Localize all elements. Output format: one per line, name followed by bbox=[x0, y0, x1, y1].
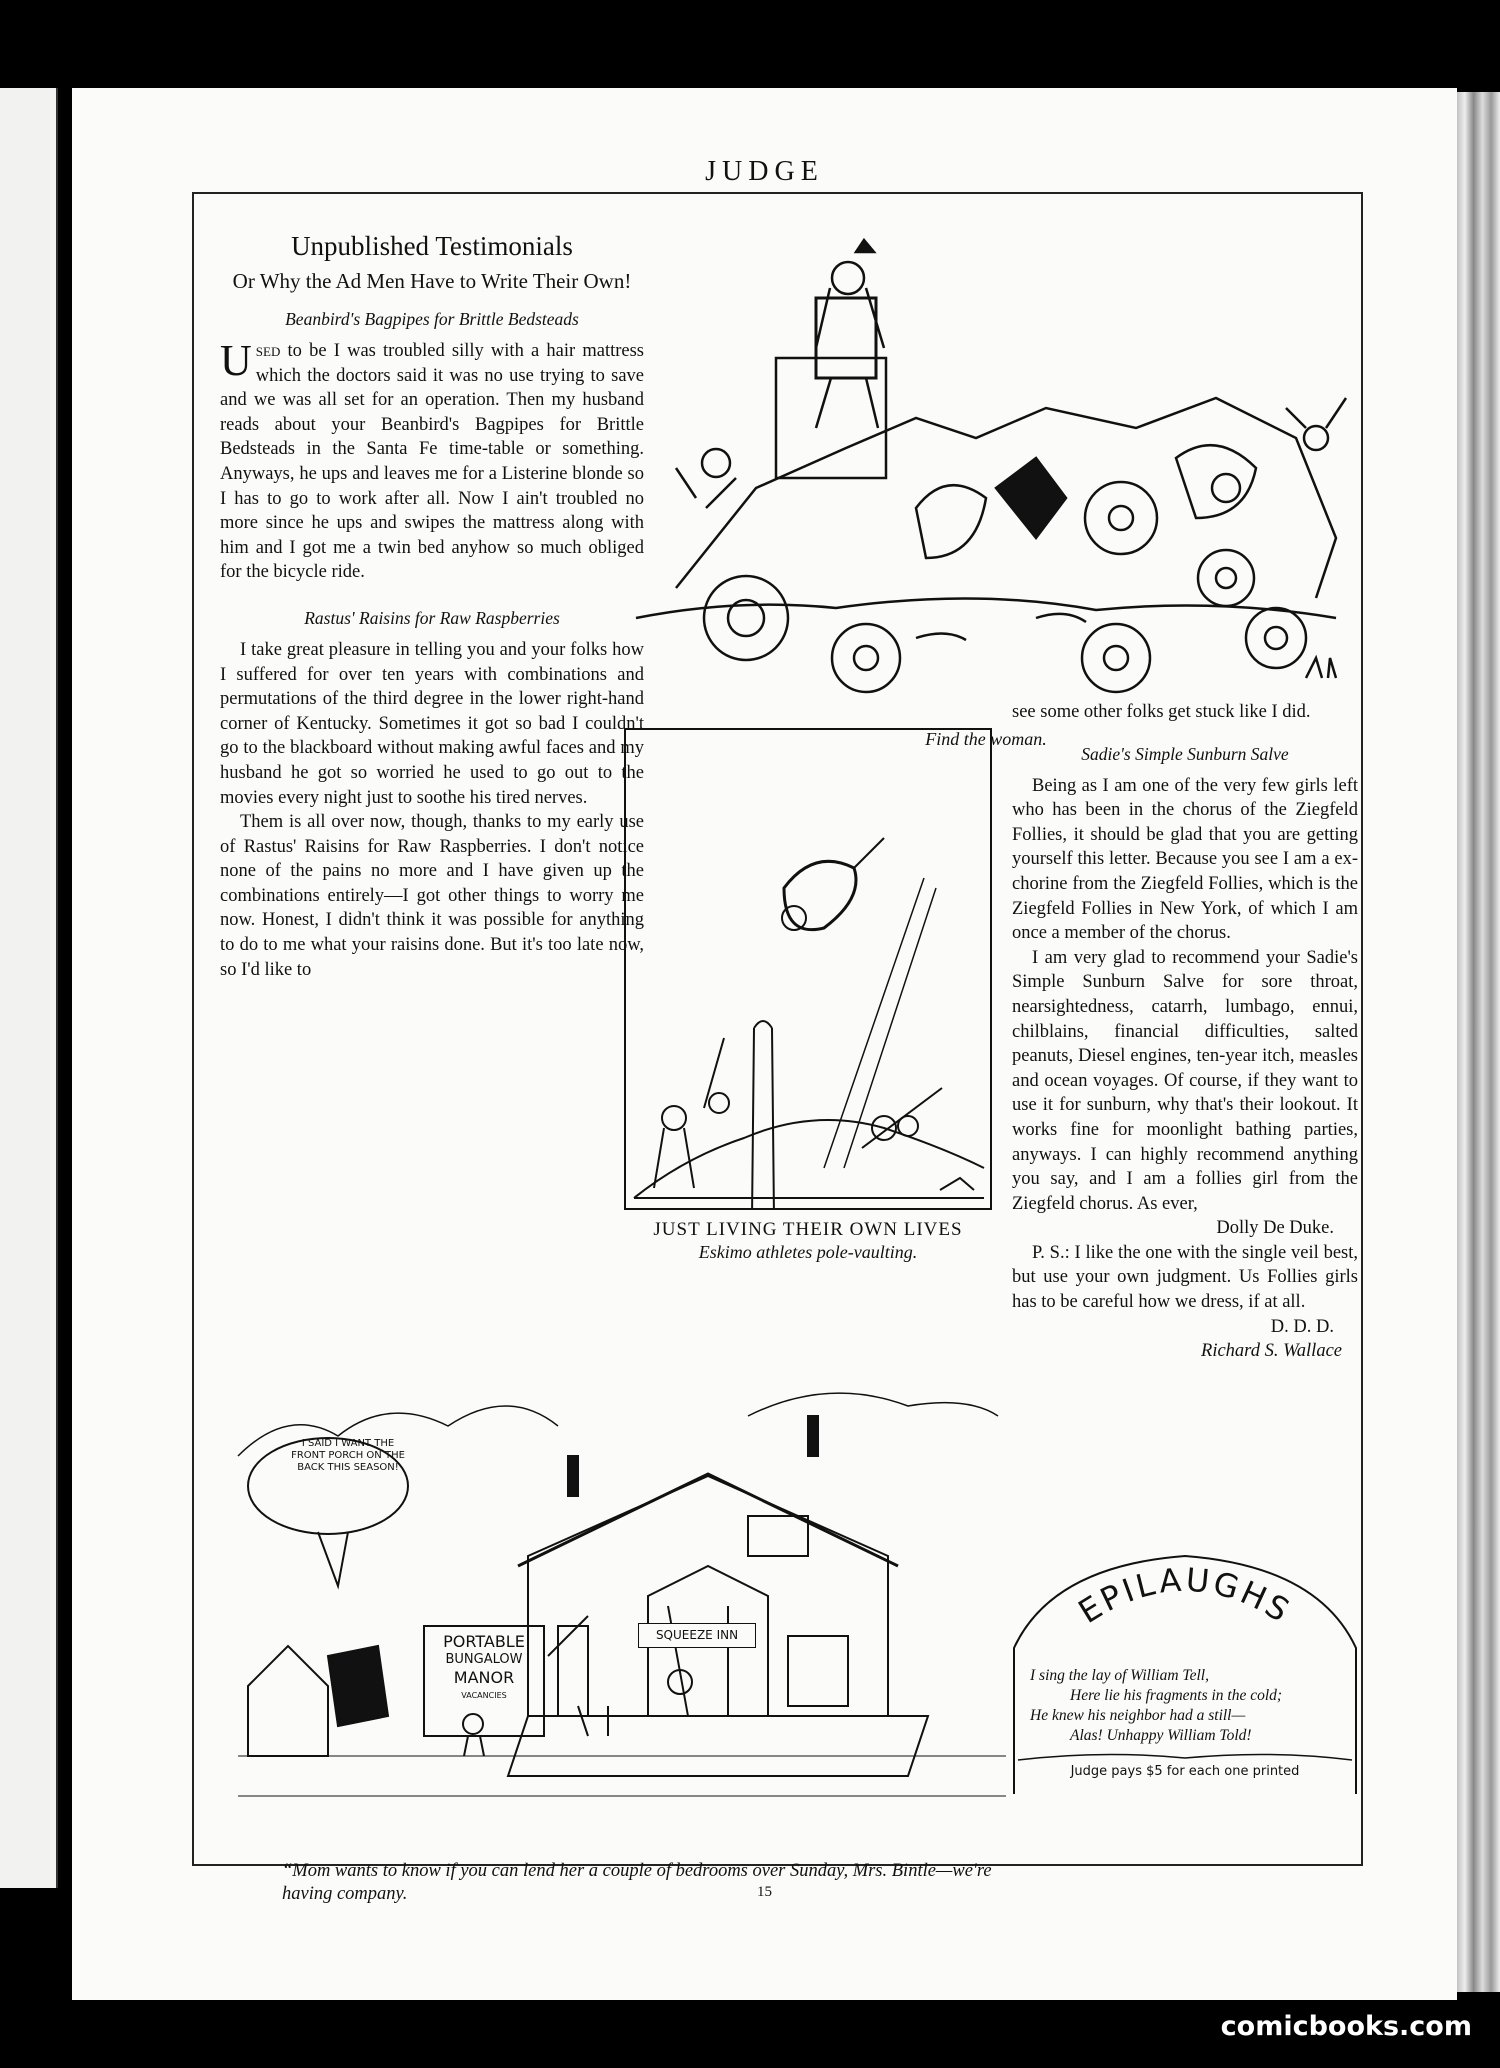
section-heading-raisins: Rastus' Raisins for Raw Raspberries bbox=[304, 607, 560, 628]
section-heading-sunburn: Sadie's Simple Sunburn Salve bbox=[1081, 743, 1289, 764]
bagpipes-body: to be I was troubled silly with a hair mattress which the doctors said it was no use trying to save and we was all set for an operation. Then my husband reads about your Beanbird's Bagpipes for Brittle Bedsteads in the Santa Fe time-table or something. Anyways, he ups and leaves me for a Listerine blonde so I has to go to work after all. Now I ain't troubled no more since he ups and swipes the mattress along with him and I got me a twin bed anyhow so much obliged for the bicycle ride. bbox=[220, 341, 644, 583]
bungalow-cartoon-illustration bbox=[228, 1356, 1006, 1848]
raisins-paragraph-cont: see some other folks get stuck like I did. bbox=[1012, 702, 1311, 722]
raisins-paragraph-2: Them is all over now, though, thanks to my early use of Rastus' Raisins for Raw Raspberries. I don't notice none of the pains no more and I have given up the combinations entirely—I got other things to worry me now. Honest, I didn't think it was possible for anything to do to me what your raisins done. But it's too late now, so I'd like to bbox=[220, 812, 644, 980]
eskimo-caption-title: JUST LIVING THEIR OWN LIVES bbox=[653, 1219, 963, 1240]
sign-line-2: BUNGALOW bbox=[445, 1652, 523, 1667]
article-title: Unpublished Testimonials bbox=[291, 231, 573, 261]
lead-smallcaps: sed bbox=[255, 341, 281, 361]
initials: D. D. D. bbox=[1270, 1316, 1334, 1337]
epilaughs-verse bbox=[1030, 1666, 1348, 1746]
epilaughs-footer: Judge pays $5 for each one printed bbox=[1070, 1764, 1300, 1779]
verse-line-4: Alas! Unhappy William Told! bbox=[1070, 1727, 1252, 1744]
bungalow-caption: “Mom wants to know if you can lend her a couple of bedrooms over Sunday, Mrs. Bintle—we're having company. bbox=[282, 1861, 992, 1904]
bagpipes-paragraph bbox=[220, 336, 644, 585]
facing-page-edge bbox=[0, 88, 58, 1888]
sign-vacancies: VACANCIES bbox=[461, 1691, 507, 1700]
sign-line-1: PORTABLE bbox=[443, 1632, 525, 1651]
verse-line-1: I sing the lay of William Tell, bbox=[1030, 1667, 1209, 1684]
sign-line-3: MANOR bbox=[453, 1668, 515, 1687]
masthead: JUDGE bbox=[705, 156, 824, 187]
epilaughs-title: EPILAUGHS bbox=[1071, 1560, 1299, 1631]
verse-line-3: He knew his neighbor had a still— bbox=[1030, 1707, 1246, 1724]
eskimo-cartoon-illustration bbox=[624, 728, 992, 1210]
epilaughs-title-arc bbox=[1012, 1536, 1358, 1646]
site-watermark: comicbooks.com bbox=[1220, 2011, 1472, 2042]
wreck-caption: Find the woman. bbox=[925, 729, 1047, 749]
speech-balloon-text: I SAID I WANT THE FRONT PORCH ON THE BACK THIS SEASON! bbox=[291, 1438, 405, 1473]
author-byline: Richard S. Wallace bbox=[1201, 1341, 1342, 1362]
verse-line-2: Here lie his fragments in the cold; bbox=[1070, 1687, 1283, 1704]
postscript: P. S.: I like the one with the single veil best, but use your own judgment. Us Follies girls has to be careful how we dress, if at all. bbox=[1012, 1242, 1358, 1313]
article-column-left bbox=[220, 230, 644, 982]
epilaughs-box bbox=[1012, 1536, 1358, 1796]
page-stack-edge bbox=[1456, 92, 1500, 1992]
page-number: 15 bbox=[757, 1884, 772, 1900]
magazine-page bbox=[72, 88, 1457, 2000]
sunburn-paragraph-2: I am very glad to recommend your Sadie's Simple Sunburn Salve for sore throat, nearsightedness, catarrh, lumbago, ennui, chilblains, financial difficulties, salted peanuts, Diesel engines, ten-year itch, measles and ocean voyages. Of course, if they want to use it for sunburn, why that's their lookout. It works fine for moonlight bathing parties, anyways. I can highly recommend anything you say, and I am a follies girl from the Ziegfeld chorus. As ever, bbox=[1012, 947, 1358, 1214]
signature: Dolly De Duke. bbox=[1216, 1218, 1334, 1239]
article-column-right bbox=[1012, 700, 1358, 1364]
eskimo-caption-subtitle: Eskimo athletes pole-vaulting. bbox=[698, 1242, 918, 1262]
section-heading-bagpipes: Beanbird's Bagpipes for Brittle Bedsteads bbox=[285, 309, 579, 329]
eskimo-caption-block bbox=[624, 1218, 992, 1264]
portable-bungalow-sign bbox=[426, 1633, 542, 1705]
raisins-paragraph-1: I take great pleasure in telling you and your folks how I suffered for over ten years with combinations and permutations of the third degree in the lower right-hand corner of Kentucky. Sometimes it got so bad I couldn't go to the blackboard without making awful faces and my husband he got so worried he used to go out to the movies every night just to soothe his tired nerves. bbox=[220, 639, 644, 808]
drop-cap: U bbox=[220, 336, 252, 385]
sunburn-paragraph-1: Being as I am one of the very few girls left who has been in the chorus of the Ziegfeld Follies, it should be glad that you are getting yourself this letter. Because you see I am a ex-chorine from the Ziegfeld Follies, which is the Ziegfeld Follies in New York, of which I am once a member of the chorus. bbox=[1012, 775, 1358, 944]
svg-text:EPILAUGHS bbox=[1072, 1561, 1298, 1631]
article-subtitle: Or Why the Ad Men Have to Write Their Own! bbox=[232, 269, 632, 293]
squeeze-inn-sign: SQUEEZE INN bbox=[638, 1623, 756, 1648]
wreck-cartoon-illustration bbox=[616, 238, 1356, 712]
